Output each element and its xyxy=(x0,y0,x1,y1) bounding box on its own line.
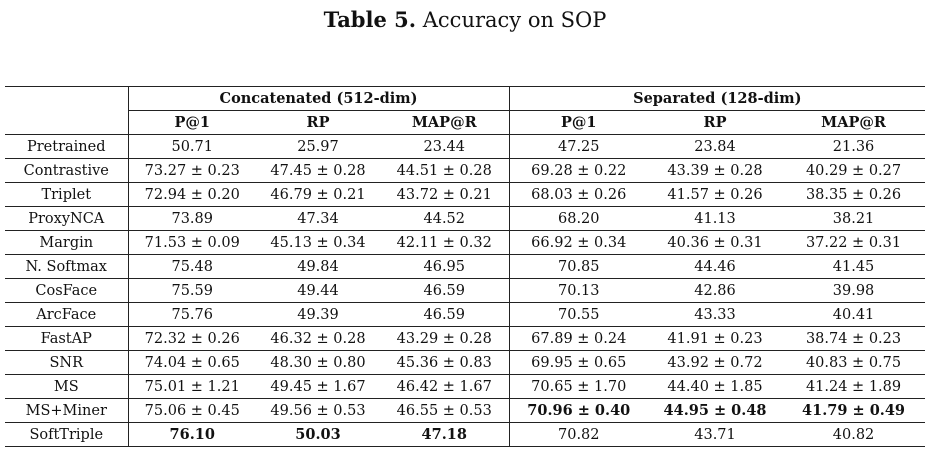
value-cell: 43.71 xyxy=(648,423,782,447)
caption-text: Accuracy on SOP xyxy=(422,8,607,32)
table-caption xyxy=(0,6,930,34)
table-row xyxy=(5,279,925,303)
group-header-row xyxy=(5,87,925,111)
value-cell: 70.96 ± 0.40 xyxy=(509,399,648,423)
method-name-cell: ProxyNCA xyxy=(5,207,128,231)
group-header-separated: Separated (128-dim) xyxy=(509,87,925,111)
value-cell: 47.34 xyxy=(256,207,380,231)
value-cell: 44.95 ± 0.48 xyxy=(648,399,782,423)
table-row xyxy=(5,399,925,423)
value-cell: 44.52 xyxy=(380,207,509,231)
corner-cell xyxy=(5,111,128,135)
table-row xyxy=(5,135,925,159)
value-cell: 38.74 ± 0.23 xyxy=(782,327,925,351)
value-cell: 75.06 ± 0.45 xyxy=(128,399,256,423)
col-header: MAP@R xyxy=(782,111,925,135)
value-cell: 43.33 xyxy=(648,303,782,327)
value-cell: 41.45 xyxy=(782,255,925,279)
value-cell: 41.91 ± 0.23 xyxy=(648,327,782,351)
value-cell: 75.01 ± 1.21 xyxy=(128,375,256,399)
value-cell: 39.98 xyxy=(782,279,925,303)
value-cell: 38.35 ± 0.26 xyxy=(782,183,925,207)
subheader-row xyxy=(5,111,925,135)
table-row xyxy=(5,159,925,183)
value-cell: 44.51 ± 0.28 xyxy=(380,159,509,183)
value-cell: 69.95 ± 0.65 xyxy=(509,351,648,375)
value-cell: 73.27 ± 0.23 xyxy=(128,159,256,183)
col-header: MAP@R xyxy=(380,111,509,135)
method-name-cell: SNR xyxy=(5,351,128,375)
value-cell: 47.25 xyxy=(509,135,648,159)
value-cell: 49.84 xyxy=(256,255,380,279)
results-table xyxy=(5,86,925,447)
value-cell: 38.21 xyxy=(782,207,925,231)
table-row xyxy=(5,231,925,255)
table-row xyxy=(5,327,925,351)
table-row xyxy=(5,423,925,447)
value-cell: 49.39 xyxy=(256,303,380,327)
value-cell: 47.18 xyxy=(380,423,509,447)
value-cell: 44.40 ± 1.85 xyxy=(648,375,782,399)
col-header: P@1 xyxy=(128,111,256,135)
value-cell: 67.89 ± 0.24 xyxy=(509,327,648,351)
value-cell: 70.55 xyxy=(509,303,648,327)
value-cell: 43.92 ± 0.72 xyxy=(648,351,782,375)
value-cell: 42.11 ± 0.32 xyxy=(380,231,509,255)
value-cell: 72.94 ± 0.20 xyxy=(128,183,256,207)
value-cell: 40.29 ± 0.27 xyxy=(782,159,925,183)
table-body xyxy=(5,135,925,447)
value-cell: 46.95 xyxy=(380,255,509,279)
value-cell: 21.36 xyxy=(782,135,925,159)
value-cell: 43.72 ± 0.21 xyxy=(380,183,509,207)
value-cell: 50.03 xyxy=(256,423,380,447)
value-cell: 45.36 ± 0.83 xyxy=(380,351,509,375)
value-cell: 70.65 ± 1.70 xyxy=(509,375,648,399)
col-header: P@1 xyxy=(509,111,648,135)
table-row xyxy=(5,303,925,327)
caption-label: Table 5. xyxy=(323,7,417,32)
value-cell: 50.71 xyxy=(128,135,256,159)
value-cell: 73.89 xyxy=(128,207,256,231)
value-cell: 40.41 xyxy=(782,303,925,327)
method-name-cell: Pretrained xyxy=(5,135,128,159)
value-cell: 23.84 xyxy=(648,135,782,159)
method-name-cell: MS xyxy=(5,375,128,399)
value-cell: 75.48 xyxy=(128,255,256,279)
method-name-cell: MS+Miner xyxy=(5,399,128,423)
table-row xyxy=(5,351,925,375)
value-cell: 76.10 xyxy=(128,423,256,447)
value-cell: 49.45 ± 1.67 xyxy=(256,375,380,399)
value-cell: 72.32 ± 0.26 xyxy=(128,327,256,351)
value-cell: 41.24 ± 1.89 xyxy=(782,375,925,399)
value-cell: 47.45 ± 0.28 xyxy=(256,159,380,183)
value-cell: 41.13 xyxy=(648,207,782,231)
value-cell: 44.46 xyxy=(648,255,782,279)
method-name-cell: ArcFace xyxy=(5,303,128,327)
value-cell: 41.79 ± 0.49 xyxy=(782,399,925,423)
value-cell: 46.32 ± 0.28 xyxy=(256,327,380,351)
method-name-cell: Contrastive xyxy=(5,159,128,183)
value-cell: 40.83 ± 0.75 xyxy=(782,351,925,375)
value-cell: 42.86 xyxy=(648,279,782,303)
value-cell: 71.53 ± 0.09 xyxy=(128,231,256,255)
value-cell: 68.20 xyxy=(509,207,648,231)
value-cell: 45.13 ± 0.34 xyxy=(256,231,380,255)
value-cell: 40.36 ± 0.31 xyxy=(648,231,782,255)
value-cell: 75.76 xyxy=(128,303,256,327)
table-row xyxy=(5,255,925,279)
method-name-cell: Triplet xyxy=(5,183,128,207)
method-name-cell: N. Softmax xyxy=(5,255,128,279)
value-cell: 46.55 ± 0.53 xyxy=(380,399,509,423)
value-cell: 37.22 ± 0.31 xyxy=(782,231,925,255)
method-name-cell: Margin xyxy=(5,231,128,255)
value-cell: 48.30 ± 0.80 xyxy=(256,351,380,375)
value-cell: 70.85 xyxy=(509,255,648,279)
value-cell: 41.57 ± 0.26 xyxy=(648,183,782,207)
value-cell: 66.92 ± 0.34 xyxy=(509,231,648,255)
value-cell: 43.29 ± 0.28 xyxy=(380,327,509,351)
method-name-cell: SoftTriple xyxy=(5,423,128,447)
value-cell: 70.13 xyxy=(509,279,648,303)
value-cell: 46.59 xyxy=(380,303,509,327)
value-cell: 49.56 ± 0.53 xyxy=(256,399,380,423)
value-cell: 69.28 ± 0.22 xyxy=(509,159,648,183)
value-cell: 74.04 ± 0.65 xyxy=(128,351,256,375)
table-row xyxy=(5,375,925,399)
value-cell: 43.39 ± 0.28 xyxy=(648,159,782,183)
value-cell: 46.42 ± 1.67 xyxy=(380,375,509,399)
value-cell: 40.82 xyxy=(782,423,925,447)
value-cell: 23.44 xyxy=(380,135,509,159)
value-cell: 70.82 xyxy=(509,423,648,447)
method-name-cell: FastAP xyxy=(5,327,128,351)
value-cell: 46.79 ± 0.21 xyxy=(256,183,380,207)
value-cell: 49.44 xyxy=(256,279,380,303)
value-cell: 68.03 ± 0.26 xyxy=(509,183,648,207)
method-name-cell: CosFace xyxy=(5,279,128,303)
table-row xyxy=(5,207,925,231)
value-cell: 25.97 xyxy=(256,135,380,159)
corner-cell xyxy=(5,87,128,111)
table-row xyxy=(5,183,925,207)
col-header: RP xyxy=(256,111,380,135)
col-header: RP xyxy=(648,111,782,135)
group-header-concatenated: Concatenated (512-dim) xyxy=(128,87,509,111)
value-cell: 46.59 xyxy=(380,279,509,303)
value-cell: 75.59 xyxy=(128,279,256,303)
